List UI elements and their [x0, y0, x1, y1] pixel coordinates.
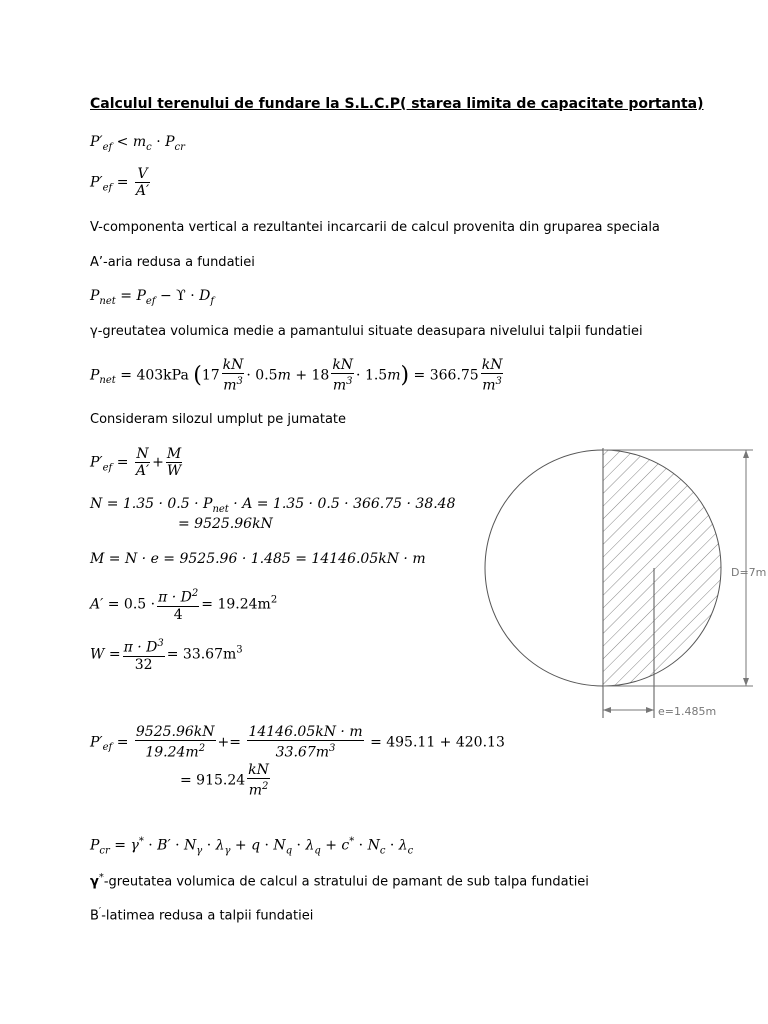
v-definition: V-componenta vertical a rezultantei incarcarii de calcul provenita din gruparea speciala — [90, 220, 660, 235]
m-calculation: M = N · e = 9525.96 · 1.485 = 14146.05kN · m — [90, 551, 426, 567]
pef-calculation: $P'_{ef}$ = $\frac{9525.96kN}{19.24m^2}$ += $\frac{14146.05kN \cdot m}{33.67m^3}$ = 495.11 + 420.13 — [90, 724, 505, 761]
b-definition: B′-latimea redusa a talpii fundatiei — [90, 906, 314, 924]
gammastar-definition: γ*-greutatea volumica de calcul a stratului de pamant de sub talpa fundatiei — [90, 872, 589, 890]
ecc-arrow-left — [603, 707, 611, 713]
silo-note: Consideram silozul umplut pe jumatate — [90, 412, 347, 427]
page-title: Calculul terenului de fundare la S.L.C.P( starea limita de capacitate portanta) — [90, 96, 704, 112]
dim-arrow-top — [743, 450, 749, 458]
w-calculation: W = $\frac{\pi \cdot D^3}{32}$ = $33.67m^3$ — [90, 638, 243, 673]
pnet-formula: $P_{net} = P_{ef} - ϒ \cdot D_f$ — [90, 288, 215, 307]
pnet-calculation: $P_{net} = 403kPa$ (17 $\frac{kN}{m^3}$ · 0.5m + 18 $\frac{kN}{m^3}$ · 1.5m) = 366.75 $\frac{kN}{m^3}$ — [90, 357, 503, 394]
pef-definition-formula: $P'_{ef}$ = $\frac{V}{A'}$ — [90, 166, 150, 199]
n-calculation: $N = 1.35 \cdot 0.5 \cdot P_{net} \cdot A = 1.35 \cdot 0.5 \cdot 366.75 \cdot 38.48$ — [90, 496, 456, 515]
gamma-definition: γ-greutatea volumica medie a pamantului situate deasupara nivelului talpii fundatiei — [90, 324, 643, 339]
pef-combined-formula: $P'_{ef}$ = $\frac{N}{A'}$ + $\frac{M}{W}$ — [90, 446, 182, 479]
condition-formula: $P'_{ef} < m_c \cdot P_{cr}$ — [90, 134, 185, 153]
a-definition: A’-aria redusa a fundatiei — [90, 255, 255, 270]
diameter-label: D=7m — [731, 566, 767, 579]
n-result: = 9525.96kN — [178, 516, 273, 532]
dim-arrow-bottom — [743, 678, 749, 686]
pcr-formula: $P_{cr} = \gamma^* \cdot B' \cdot N_\gamma \cdot \lambda_\gamma + q \cdot N_q \cdot \lambda_q + c^* \cdot N_c \cdot \lambda_c$ — [90, 836, 414, 857]
ecc-arrow-right — [646, 707, 654, 713]
pef-result: = 915.24 $\frac{kN}{m^2}$ — [180, 762, 269, 799]
eccentricity-label: e=1.485m — [658, 705, 717, 718]
a-calculation: A′ = 0.5 · $\frac{\pi \cdot D^2}{4}$ = $19.24m^2$ — [90, 588, 278, 623]
foundation-diagram — [478, 440, 768, 730]
